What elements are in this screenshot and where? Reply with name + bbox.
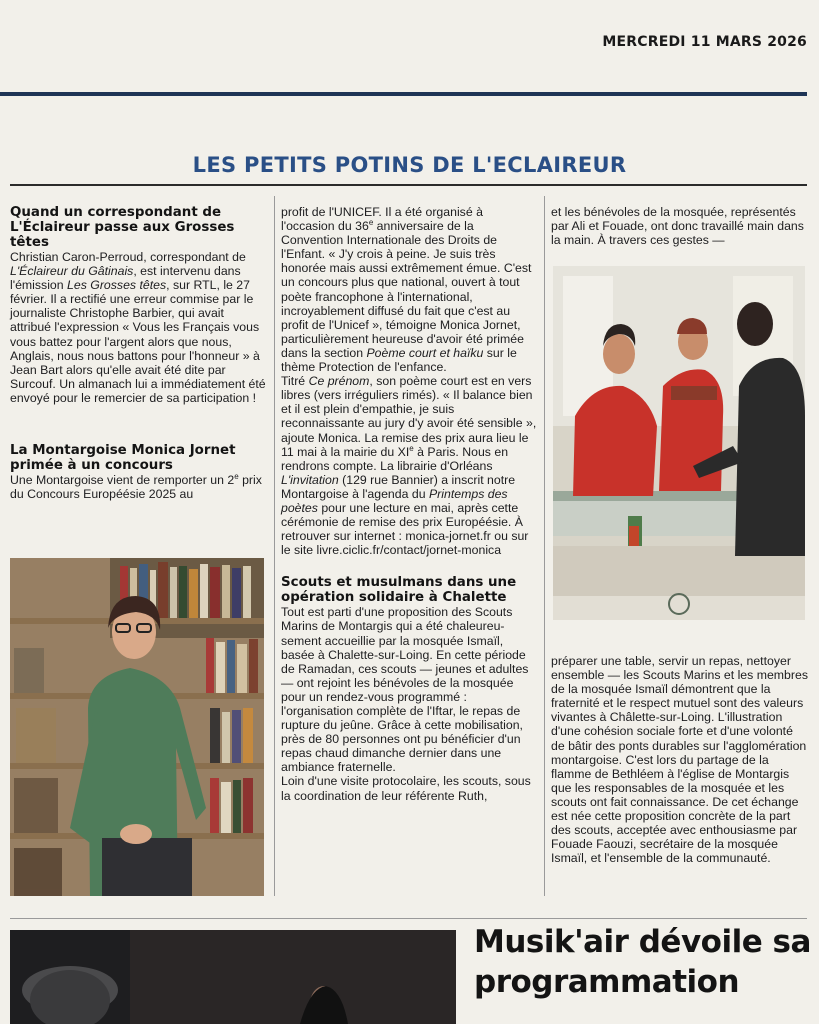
column-2 bbox=[281, 205, 537, 803]
header-rule bbox=[0, 92, 807, 96]
article-body: Titré Ce prénom, son poème court est en vers libres (vers irréguliers rimés). « Il balance bien et il est plein d'empathie, je suis reconnaissante au jury d'y avoir été sensible », ajoute Monica. La remise des prix aura lieu le 11 mai à la mairie du XIe à Paris. Nous en rendrons compte. La librairie d'Orléans L'invitation (129 rue Bannier) a inscrit notre Montargoise à l'agenda du Printemps des poètes pour une lecture en mai, après cette cérémonie de remise des prix Européésie. À retrouver sur internet : monica-jornet.fr ou sur le site livre.ciclic.fr/contact/jornet-monica bbox=[281, 374, 537, 558]
portrait-photo bbox=[10, 558, 264, 896]
scouts-photo bbox=[553, 266, 805, 620]
column-3-continued bbox=[551, 654, 809, 865]
section-title: LES PETITS POTINS DE L'ECLAIREUR bbox=[192, 153, 627, 177]
column-1 bbox=[10, 205, 268, 501]
section-rule bbox=[10, 184, 807, 186]
article-body: et les bénévoles de la mosquée, représentés par Ali et Fouade, ont donc travaillé main dans la main. À travers ces gestes — bbox=[551, 205, 804, 248]
article-body: profit de l'UNICEF. Il a été organisé à l'occasion du 36e anniversaire de la Convention Internationale des Droits de l'Enfant. « J'y crois à peine. Je suis très honorée mais aussi extrêmement émue. C'est un concours plus que national, ouvert à tout poète francophone à l'international, incroyablement diffusé du fait que c'est au profit de l'Unicef », témoigne Monica Jornet, particulièrement heureuse d'avoir été primée dans la section Poème court et haïku sur le thème Protection de l'enfance. bbox=[281, 205, 532, 375]
article-body: Loin d'une visite protocolaire, les scouts, sous la coordination de leur référente Ruth, bbox=[281, 774, 531, 803]
bottom-rule bbox=[10, 918, 807, 919]
column-divider bbox=[544, 196, 545, 896]
article-headline: Scouts et musulmans dans une opération solidaire à Chalette bbox=[281, 575, 517, 606]
article-body: préparer une table, servir un repas, nettoyer ensemble — les Scouts Marins et les membres de la mosquée Ismaïl démontrent que la fraternité et le respect mutuel sont des valeurs vivantes à Châlette-sur-Loing. L'illustration d'une cohésion sociale forte et d'une volonté de bâtir des ponts durables sur l'agglomération montargoise. C'est lors du partage de la flamme de Bethléem à l'église de Montargis que les responsables de la mosquée et les scouts ont fait connaissance. De cet échange est née cette proposition concrète de la part des scouts, acceptée avec enthousiasme par Fouade Faouzi, secrétaire de la mosquée Ismaïl, et l'ensemble de la communauté. bbox=[551, 654, 808, 866]
article-body: Christian Caron-Perroud, correspondant de L'Éclaireur du Gâtinais, est intervenu dans l'émission Les Grosses têtes, sur RTL, le 27 février. Il a rectifié une erreur commise par le journaliste Christophe Barbier, qui avait attribué l'expression « Vous les Français vous vous battez pour l'argent alors que nous, Anglais, nous nous battons pour l'honneur » à Jean Bart alors qu'elle avait été dite par Surcouf. Un almanach lui a immédiatement été envoyé pour le remercier de sa participation ! bbox=[10, 250, 266, 405]
article-headline: Quand un correspondant de L'Éclaireur passe aux Grosses têtes bbox=[10, 205, 235, 250]
article-body: Tout est parti d'une proposition des Scouts Marins de Montargis qui a été chaleureu-sement accueillie par la mosquée Ismaïl, basée à Chalette-sur-Loing. En cette période de Ramadan, ces scouts — jeunes et adultes — ont rejoint les bénévoles de la mosquée pour un rendez-vous programmé : l'organisation complète de l'Iftar, le repas de rupture du jeûne. Grâce à cette mobilisation, près de 80 personnes ont pu bénéficier d'un repas chaud dimanche dernier dans une ambiance fraternelle. bbox=[281, 605, 529, 775]
musikair-photo bbox=[10, 930, 456, 1024]
issue-date: MERCREDI 11 MARS 2026 bbox=[602, 34, 807, 50]
article-headline: La Montargoise Monica Jornet primée à un concours bbox=[10, 443, 236, 474]
article-body: Une Montargoise vient de remporter un 2e prix du Concours Européésie 2025 au bbox=[10, 471, 262, 502]
column-3 bbox=[551, 205, 809, 247]
article-headline: Musik'air dévoile sa programmation bbox=[474, 924, 811, 1000]
column-divider bbox=[274, 196, 275, 896]
